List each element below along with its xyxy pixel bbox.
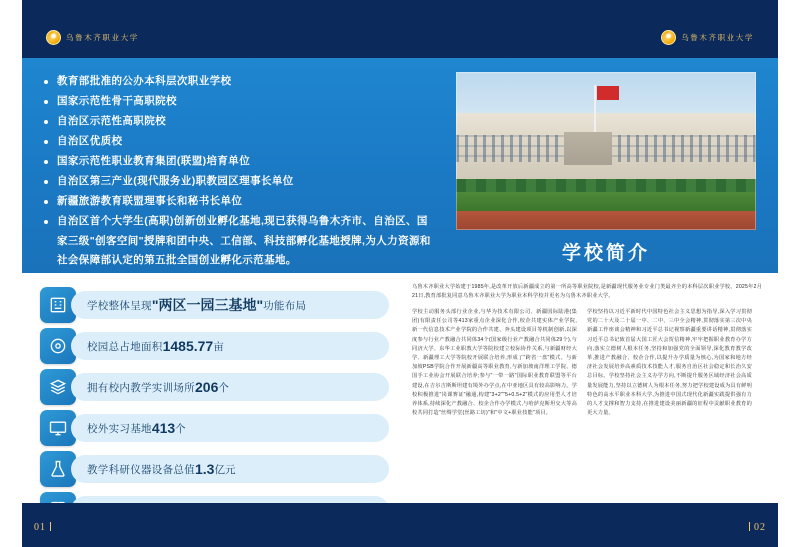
list-item: 自治区首个大学生(高职)创新创业孵化基地,现已获得乌鲁木齐市、自治区、国家三级"创客空间"授牌和团中央、工信部、科技部孵化基地授牌,为人力资源和社会保障部认定的第五批全国创业孵化示范基地。 [44, 212, 434, 271]
fact-pill [71, 373, 389, 401]
fact-highlight: "两区一园三基地" [151, 297, 264, 313]
fact-label: 校园总占地面积 [87, 340, 163, 353]
bottom-banner-right-gutter [778, 503, 800, 547]
header-logo-left [46, 30, 139, 45]
article-column-left: 学校主动服务头部行业企业,与华为技术有限公司、新疆国际陆港(集团)有限责任公司等413家重点企业深化合作,校企共建实体产业学院,新一代信息技术产业学院的合作共建、奔头建设项目等机制创新,以深度参与行业产教融合共同体34个(国家级行业产教融合共同体29个),与同济大学、东华工业职教大学等院校建立校际协作关系,与新疆财经大学、新疆理工大学等院校开展联合培养,形成了"跨省一盘"模式。与新加坡PSB学院合作开展新疆高等职业教育,与新加坡南洋理工学院、德国手工业协会开展联合培养;参与"一带一路"国际职业教育联盟等平台建设,在吉尔吉斯斯坦建有境外办学点,在中亚地区具有较高影响力。学校积极推进"岗课赛证"融通,构建"3+2""5+0.5+2"模式的应用型人才培养体系,持续深化产教融合、校企合作办学模式,与哈萨克斯坦交大等高校共同打造"丝绸学堂(丝路工坊)"和"中文+职业技能"项目。 [412, 309, 577, 417]
header-logo-left-label: 乌鲁木齐职业大学 [66, 33, 139, 42]
bottom-banner [0, 503, 800, 547]
list-item: 国家示范性骨干高职院校 [44, 92, 434, 112]
school-seal-icon [46, 30, 61, 45]
campus-photo [456, 72, 756, 230]
page-number-right: 02 [745, 522, 766, 533]
article-intro: 乌鲁木齐职业大学始建于1985年,是改革开放后新疆成立的第一所高等职业院校,是新疆现代服务业专业门类最齐全的本科层次职业学校。2025年2月21日,教育部批复同意乌鲁木齐职业大学为职业本科学校并更名为乌鲁木齐职业大学。 [412, 284, 762, 299]
school-seal-icon [661, 30, 676, 45]
list-item [40, 369, 392, 405]
list-item: 国家示范性职业教育集团(联盟)培育单位 [44, 152, 434, 172]
page-title: 学校简介 [561, 243, 650, 264]
fact-value: 413 [151, 420, 176, 436]
top-banner [0, 0, 800, 58]
top-banner-right-gutter [778, 0, 800, 58]
fact-pill [71, 332, 389, 360]
list-item: 教育部批准的公办本科层次职业学校 [44, 72, 434, 92]
fact-unit: 亩 [213, 340, 224, 353]
list-item: 自治区示范性高职院校 [44, 112, 434, 132]
list-item [40, 287, 392, 323]
list-item: 新疆旅游教育联盟理事长和秘书长单位 [44, 192, 434, 212]
header-logo-right [661, 30, 754, 45]
list-item: 自治区第三产业(现代服务业)职教园区理事长单位 [44, 172, 434, 192]
list-item [40, 410, 392, 446]
fact-unit: 个 [218, 381, 229, 394]
article-body [412, 283, 762, 418]
fact-label: 学校整体呈现 [87, 299, 152, 312]
bottom-banner-left-gutter [0, 503, 22, 547]
header-logo-right-label: 乌鲁木齐职业大学 [681, 33, 754, 42]
lower-section [22, 273, 778, 503]
article-columns [412, 308, 762, 418]
list-item [40, 328, 392, 364]
list-item [40, 451, 392, 487]
fact-value: 1.3 [195, 461, 215, 477]
fact-pill [71, 455, 389, 483]
page-number-left: 01 [34, 522, 55, 533]
hero-section [22, 58, 778, 273]
fact-label: 校外实习基地 [87, 422, 152, 435]
fact-value: 206 [195, 379, 219, 395]
fact-unit: 个 [175, 422, 186, 435]
fact-label: 教学科研仪器设备总值 [87, 463, 195, 476]
fact-unit: 亿元 [214, 463, 236, 476]
fact-pill [71, 291, 389, 319]
credentials-list [44, 72, 434, 271]
fact-suffix: 功能布局 [263, 299, 307, 312]
facts-list [40, 287, 392, 533]
fact-label: 拥有校内教学实训场所 [87, 381, 195, 394]
list-item: 自治区优质校 [44, 132, 434, 152]
article-column-right: 学校坚持以习近平新时代中国特色社会主义思想为指导,深入学习贯彻党的二十大及二十届一中、二中、三中全会精神,贯彻落实第三次中央新疆工作座谈会精神和习近平总书记视察新疆重要讲话精神,贯彻落实习近平总书记致首届大国工匠大会贺信精神,牢牢把握职业教育办学方向,落实立德树人根本任务,坚持和加强党的全面领导,深化教育教学改革,推进产教融合、校企合作,以提升办学质量为核心,为国家和地方经济社会发展培养高素质技术技能人才,服务自治区社会稳定和长治久安总目标。学校坚持社会主义办学方向,不断提升服务区域经济社会高质量发展能力,坚持以立德树人为根本任务,努力把学校建设成为具有鲜明特色的高水平职业本科大学,为推进中国式现代化新疆实践提供强有力的人才支撑和智力支持,在推进建设美丽新疆的征程中贡献职业教育的更大力量。 [587, 309, 752, 417]
fact-value: 1485.77 [162, 338, 214, 354]
top-banner-left-gutter [0, 0, 22, 58]
photo-border [456, 72, 756, 230]
fact-pill [71, 414, 389, 442]
